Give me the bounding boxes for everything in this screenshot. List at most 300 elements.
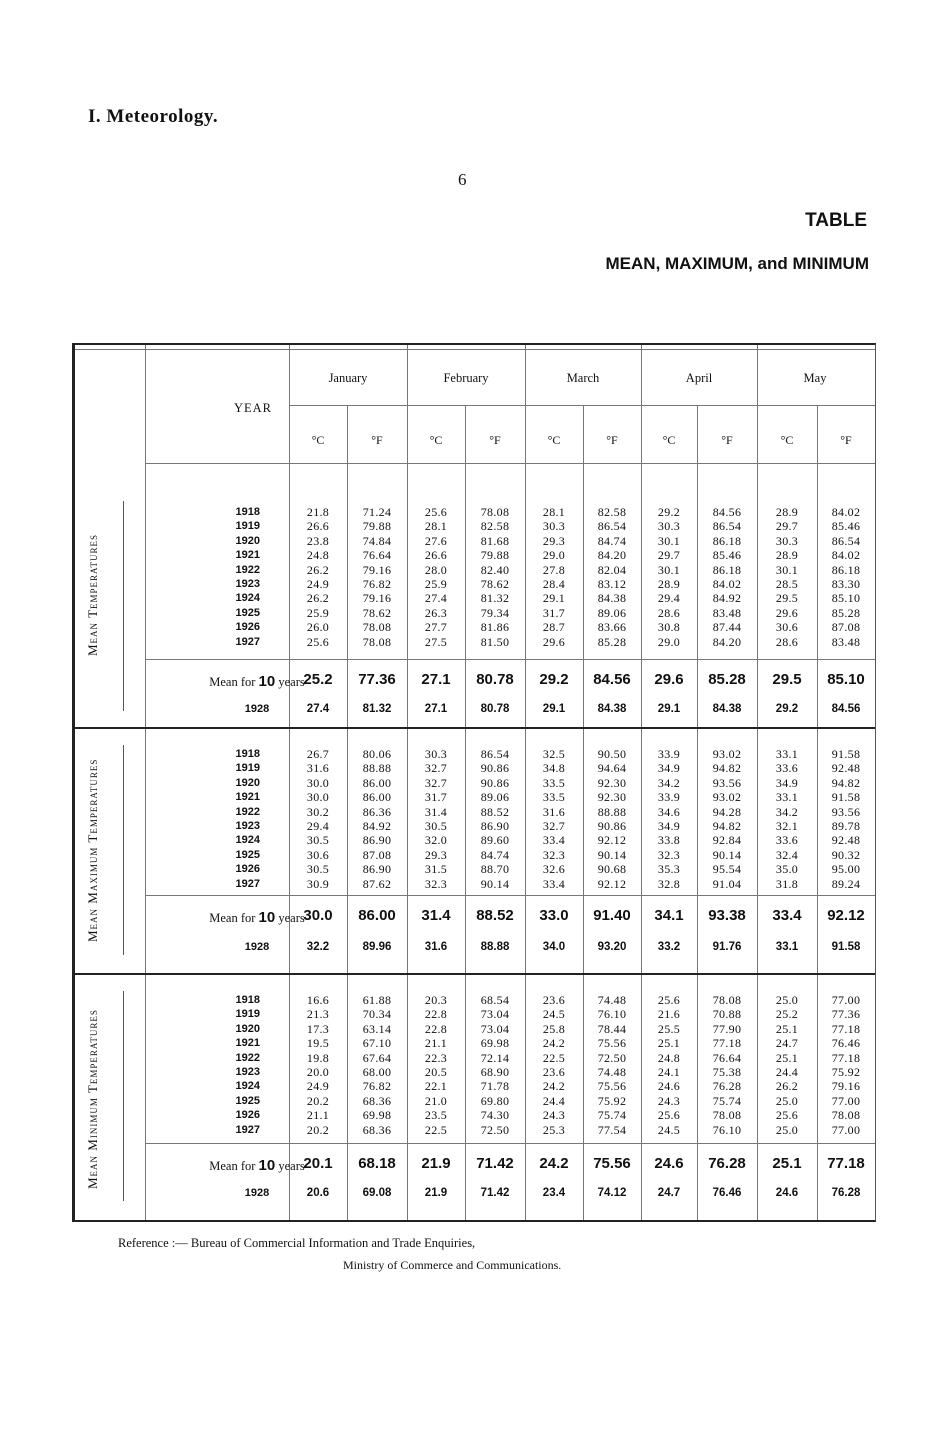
table-cell: 34.9 xyxy=(775,775,799,790)
mean-value: 29.2 xyxy=(539,671,569,688)
year-label: 1923 xyxy=(235,1066,260,1079)
table-cell: 85.46 xyxy=(831,519,861,534)
record-value: 27.4 xyxy=(306,703,330,715)
table-cell: 90.14 xyxy=(712,847,742,862)
table-cell: 30.9 xyxy=(306,876,330,891)
table-cell: 83.48 xyxy=(831,634,861,649)
table-cell: 77.00 xyxy=(831,993,861,1007)
table-cell: 32.5 xyxy=(542,747,566,761)
data-column xyxy=(407,993,465,1137)
data-column xyxy=(757,993,817,1137)
table-cell: 78.62 xyxy=(362,605,392,620)
table-cell: 87.08 xyxy=(831,620,861,635)
table-cell: 33.1 xyxy=(775,790,799,805)
table-cell: 28.1 xyxy=(424,519,448,534)
table-cell: 78.62 xyxy=(480,577,510,592)
unit-header: °F xyxy=(489,433,501,447)
mean-value: 21.9 xyxy=(421,1155,451,1172)
table-cell: 77.00 xyxy=(831,1122,861,1137)
table-cell: 86.90 xyxy=(362,862,392,877)
table-cell: 78.08 xyxy=(480,505,510,519)
mean-value: 24.2 xyxy=(539,1155,569,1172)
mean-value: 68.18 xyxy=(358,1155,396,1172)
table-cell: 30.3 xyxy=(542,519,566,534)
data-column xyxy=(407,747,465,891)
year-list xyxy=(165,993,260,1137)
table-cell: 24.2 xyxy=(542,1079,566,1094)
record-value: 24.7 xyxy=(657,1187,681,1199)
record-value: 24.6 xyxy=(775,1187,799,1199)
table-cell: 73.04 xyxy=(480,1007,510,1022)
table-cell: 90.86 xyxy=(597,819,627,834)
table-cell: 35.0 xyxy=(775,862,799,877)
table-cell: 95.54 xyxy=(712,862,742,877)
unit-header: °C xyxy=(547,433,561,447)
section-brace xyxy=(123,745,130,955)
table-cell: 27.8 xyxy=(542,562,566,577)
record-value: 29.2 xyxy=(775,703,799,715)
table-cell: 30.1 xyxy=(775,562,799,577)
table-cell: 93.02 xyxy=(712,790,742,805)
table-cell: 20.2 xyxy=(306,1093,330,1108)
table-cell: 22.5 xyxy=(542,1050,566,1065)
year-label: 1924 xyxy=(235,592,260,605)
table-cell: 30.5 xyxy=(424,819,448,834)
table-cell: 89.06 xyxy=(480,790,510,805)
table-cell: 90.14 xyxy=(480,876,510,891)
table-cell: 22.5 xyxy=(424,1122,448,1137)
table-cell: 23.6 xyxy=(542,1065,566,1080)
table-cell: 78.08 xyxy=(362,634,392,649)
unit-header: °F xyxy=(606,433,618,447)
section-heading: I. Meteorology. xyxy=(88,106,219,127)
record-value: 84.56 xyxy=(831,703,861,715)
table-cell: 29.6 xyxy=(542,634,566,649)
mean-value: 91.40 xyxy=(593,907,631,924)
table-cell: 22.8 xyxy=(424,1007,448,1022)
mean-value: 71.42 xyxy=(476,1155,514,1172)
table-cell: 25.0 xyxy=(775,993,799,1007)
mean-value: 93.38 xyxy=(708,907,746,924)
year-label: 1919 xyxy=(235,762,260,775)
table-cell: 87.62 xyxy=(362,876,392,891)
table-cell: 28.0 xyxy=(424,562,448,577)
table-cell: 79.88 xyxy=(480,548,510,563)
table-cell: 26.3 xyxy=(424,605,448,620)
table-cell: 71.24 xyxy=(362,505,392,519)
data-column xyxy=(347,505,407,649)
table-cell: 88.88 xyxy=(597,804,627,819)
table-cell: 25.9 xyxy=(306,605,330,620)
table-cell: 29.0 xyxy=(542,548,566,563)
year-label: 1923 xyxy=(235,820,260,833)
table-cell: 68.36 xyxy=(362,1122,392,1137)
table-cell: 92.30 xyxy=(597,775,627,790)
table-cell: 28.6 xyxy=(657,605,681,620)
table-cell: 89.06 xyxy=(597,605,627,620)
section-rule xyxy=(75,727,875,729)
mean-value: 86.00 xyxy=(358,907,396,924)
table-cell: 94.82 xyxy=(712,819,742,834)
table-cell: 82.40 xyxy=(480,562,510,577)
table-cell: 94.28 xyxy=(712,804,742,819)
table-cell: 77.36 xyxy=(831,1007,861,1022)
table-cell: 81.32 xyxy=(480,591,510,606)
year-label: 1923 xyxy=(235,578,260,591)
mean-years-suffix: years xyxy=(278,1159,305,1173)
reference-line: Reference :— Bureau of Commercial Information and Trade Enquiries, xyxy=(118,1236,476,1250)
table-cell: 35.3 xyxy=(657,862,681,877)
table-cell: 25.6 xyxy=(657,993,681,1007)
table-cell: 29.3 xyxy=(424,847,448,862)
table-cell: 94.82 xyxy=(712,761,742,776)
table-cell: 92.48 xyxy=(831,761,861,776)
mean-value: 27.1 xyxy=(421,671,451,688)
data-column xyxy=(525,505,583,649)
year-label: 1927 xyxy=(235,635,260,648)
table-cell: 20.2 xyxy=(306,1122,330,1137)
table-cell: 74.48 xyxy=(597,1065,627,1080)
table-cell: 81.68 xyxy=(480,533,510,548)
data-column xyxy=(697,505,757,649)
data-column xyxy=(817,505,875,649)
table-cell: 84.74 xyxy=(480,847,510,862)
table-cell: 82.04 xyxy=(597,562,627,577)
year-label: 1921 xyxy=(235,791,260,804)
table-cell: 29.0 xyxy=(657,634,681,649)
table-cell: 27.5 xyxy=(424,634,448,649)
mean-rule xyxy=(145,659,875,660)
table-cell: 30.0 xyxy=(306,775,330,790)
table-cell: 68.36 xyxy=(362,1093,392,1108)
table-cell: 34.8 xyxy=(542,761,566,776)
mean-years-number: 10 xyxy=(258,673,276,690)
table-cell: 76.10 xyxy=(712,1122,742,1137)
side-label-mean-minimum: Mean Minimum Temperatures xyxy=(85,1009,100,1189)
data-column xyxy=(347,993,407,1137)
table-cell: 86.18 xyxy=(831,562,861,577)
table-cell: 24.4 xyxy=(775,1065,799,1080)
table-cell: 33.6 xyxy=(775,833,799,848)
table-cell: 84.02 xyxy=(712,577,742,592)
table-cell: 76.46 xyxy=(831,1036,861,1051)
table-cell: 33.9 xyxy=(657,790,681,805)
table-cell: 75.38 xyxy=(712,1065,742,1080)
record-value: 74.12 xyxy=(597,1187,627,1199)
table-cell: 85.28 xyxy=(831,605,861,620)
record-value: 84.38 xyxy=(712,703,742,715)
table-cell: 24.5 xyxy=(657,1122,681,1137)
table-cell: 25.6 xyxy=(657,1108,681,1123)
record-year-label: 1928 xyxy=(244,703,270,715)
side-label-mean: Mean Temperatures xyxy=(85,533,100,657)
table-cell: 19.8 xyxy=(306,1050,330,1065)
record-value: 20.6 xyxy=(306,1187,330,1199)
table-cell: 91.04 xyxy=(712,876,742,891)
record-value: 84.38 xyxy=(597,703,627,715)
mean-years-number: 10 xyxy=(258,1157,276,1174)
table-cell: 79.34 xyxy=(480,605,510,620)
table-cell: 75.56 xyxy=(597,1079,627,1094)
table-cell: 24.2 xyxy=(542,1036,566,1051)
table-cell: 25.0 xyxy=(775,1122,799,1137)
table-cell: 29.2 xyxy=(657,505,681,519)
year-label: 1922 xyxy=(235,1051,260,1064)
mean-value: 20.1 xyxy=(303,1155,333,1172)
year-label: 1925 xyxy=(235,848,260,861)
table-cell: 81.86 xyxy=(480,620,510,635)
table-cell: 70.88 xyxy=(712,1007,742,1022)
table-cell: 76.82 xyxy=(362,577,392,592)
table-cell: 34.2 xyxy=(657,775,681,790)
table-cell: 34.9 xyxy=(657,819,681,834)
table-cell: 30.8 xyxy=(657,620,681,635)
table-cell: 69.98 xyxy=(480,1036,510,1051)
table-cell: 24.7 xyxy=(775,1036,799,1051)
table-cell: 26.2 xyxy=(306,591,330,606)
table-cell: 33.8 xyxy=(657,833,681,848)
table-cell: 85.28 xyxy=(597,634,627,649)
table-cell: 30.0 xyxy=(306,790,330,805)
mean-value: 33.0 xyxy=(539,907,569,924)
unit-header: °F xyxy=(721,433,733,447)
section-brace xyxy=(123,991,130,1201)
table-cell: 75.56 xyxy=(597,1036,627,1051)
table-cell: 31.7 xyxy=(424,790,448,805)
record-value: 33.1 xyxy=(775,941,799,953)
table-cell: 73.04 xyxy=(480,1021,510,1036)
table-cell: 76.64 xyxy=(712,1050,742,1065)
table-cell: 84.92 xyxy=(712,591,742,606)
table-cell: 92.12 xyxy=(597,876,627,891)
unit-header: °C xyxy=(780,433,794,447)
year-label: 1921 xyxy=(235,549,260,562)
table-cell: 26.0 xyxy=(306,620,330,635)
table-cell: 24.5 xyxy=(542,1007,566,1022)
table-cell: 84.92 xyxy=(362,819,392,834)
unit-header: °F xyxy=(371,433,383,447)
year-label: 1918 xyxy=(235,994,260,1006)
record-value: 80.78 xyxy=(480,703,510,715)
table-cell: 71.78 xyxy=(480,1079,510,1094)
table-cell: 34.2 xyxy=(775,804,799,819)
table-cell: 32.3 xyxy=(657,847,681,862)
table-cell: 28.1 xyxy=(542,505,566,519)
table-cell: 78.08 xyxy=(362,620,392,635)
year-label: 1922 xyxy=(235,805,260,818)
table-cell: 85.10 xyxy=(831,591,861,606)
mean-value: 85.28 xyxy=(708,671,746,688)
table-cell: 86.00 xyxy=(362,775,392,790)
table-cell: 33.4 xyxy=(542,876,566,891)
table-cell: 31.5 xyxy=(424,862,448,877)
table-cell: 89.24 xyxy=(831,876,861,891)
page-number: 6 xyxy=(458,170,467,189)
table-cell: 89.78 xyxy=(831,819,861,834)
table-cell: 32.6 xyxy=(542,862,566,877)
mean-value: 24.6 xyxy=(654,1155,684,1172)
table-cell: 83.30 xyxy=(831,577,861,592)
mean-label-text: Mean for xyxy=(209,675,256,689)
year-label: 1918 xyxy=(235,506,260,518)
mean-value: 25.1 xyxy=(772,1155,802,1172)
table-cell: 26.7 xyxy=(306,747,330,761)
table-cell: 88.70 xyxy=(480,862,510,877)
mean-value: 30.0 xyxy=(303,907,333,924)
mean-label-text: Mean for xyxy=(209,1159,256,1173)
table-cell: 24.6 xyxy=(657,1079,681,1094)
table-cell: 84.20 xyxy=(597,548,627,563)
table-cell: 92.48 xyxy=(831,833,861,848)
table-cell: 28.4 xyxy=(542,577,566,592)
year-list xyxy=(165,505,260,649)
table-cell: 21.3 xyxy=(306,1007,330,1022)
table-cell: 84.38 xyxy=(597,591,627,606)
record-value: 76.46 xyxy=(712,1187,742,1199)
table-cell: 25.1 xyxy=(775,1050,799,1065)
record-value: 34.0 xyxy=(542,941,566,953)
table-cell: 32.0 xyxy=(424,833,448,848)
record-value: 76.28 xyxy=(831,1187,861,1199)
record-value: 23.4 xyxy=(542,1187,566,1199)
table-cell: 90.50 xyxy=(597,747,627,761)
data-column xyxy=(583,993,641,1137)
table-cell: 90.14 xyxy=(597,847,627,862)
mean-value: 34.1 xyxy=(654,907,684,924)
year-label: 1924 xyxy=(235,834,260,847)
table-cell: 84.74 xyxy=(597,533,627,548)
table-cell: 33.6 xyxy=(775,761,799,776)
table-cell: 16.6 xyxy=(306,993,330,1007)
table-cell: 81.50 xyxy=(480,634,510,649)
table-cell: 23.5 xyxy=(424,1108,448,1123)
record-value: 91.58 xyxy=(831,941,861,953)
table-label: TABLE xyxy=(805,210,867,231)
table-cell: 30.3 xyxy=(657,519,681,534)
table-cell: 25.0 xyxy=(775,1093,799,1108)
table-cell: 30.5 xyxy=(306,862,330,877)
table-cell: 25.2 xyxy=(775,1007,799,1022)
month-header: March xyxy=(566,371,600,385)
table-cell: 72.50 xyxy=(480,1122,510,1137)
data-column xyxy=(407,505,465,649)
table-cell: 30.3 xyxy=(775,533,799,548)
section-brace xyxy=(123,501,130,711)
table-cell: 93.02 xyxy=(712,747,742,761)
table-cell: 80.06 xyxy=(362,747,392,761)
table-cell: 33.4 xyxy=(542,833,566,848)
table-cell: 77.54 xyxy=(597,1122,627,1137)
table-cell: 32.7 xyxy=(424,775,448,790)
table-cell: 72.50 xyxy=(597,1050,627,1065)
table-cell: 87.44 xyxy=(712,620,742,635)
table-cell: 31.4 xyxy=(424,804,448,819)
table-cell: 88.88 xyxy=(362,761,392,776)
year-list xyxy=(165,747,260,891)
table-cell: 23.6 xyxy=(542,993,566,1007)
table-cell: 95.00 xyxy=(831,862,861,877)
table-cell: 30.2 xyxy=(306,804,330,819)
table-cell: 25.3 xyxy=(542,1122,566,1137)
table-cell: 24.3 xyxy=(657,1093,681,1108)
unit-header: °C xyxy=(311,433,325,447)
table-cell: 78.08 xyxy=(712,993,742,1007)
table-cell: 19.5 xyxy=(306,1036,330,1051)
year-label: 1920 xyxy=(235,776,260,789)
table-cell: 74.30 xyxy=(480,1108,510,1123)
record-value: 29.1 xyxy=(542,703,566,715)
data-column xyxy=(465,747,525,891)
table-cell: 75.92 xyxy=(831,1065,861,1080)
table-cell: 88.52 xyxy=(480,804,510,819)
table-cell: 84.02 xyxy=(831,548,861,563)
record-value: 91.76 xyxy=(712,941,742,953)
table-cell: 84.56 xyxy=(712,505,742,519)
record-value: 69.08 xyxy=(362,1187,392,1199)
table-cell: 22.1 xyxy=(424,1079,448,1094)
table-cell: 68.54 xyxy=(480,993,510,1007)
side-column-rule xyxy=(145,345,146,1220)
record-value: 89.96 xyxy=(362,941,392,953)
table-cell: 25.6 xyxy=(306,634,330,649)
table-cell: 84.20 xyxy=(712,634,742,649)
year-label: 1920 xyxy=(235,1022,260,1035)
unit-header: °C xyxy=(662,433,676,447)
record-year-label: 1928 xyxy=(244,1187,270,1199)
table-cell: 90.86 xyxy=(480,761,510,776)
table-cell: 69.98 xyxy=(362,1108,392,1123)
record-value: 31.6 xyxy=(424,941,448,953)
data-column xyxy=(757,747,817,891)
table-cell: 78.08 xyxy=(712,1108,742,1123)
data-column xyxy=(641,993,697,1137)
mean-value: 29.5 xyxy=(772,671,802,688)
record-value: 29.1 xyxy=(657,703,681,715)
table-cell: 32.4 xyxy=(775,847,799,862)
reference-ministry: Ministry of Commerce and Communications. xyxy=(343,1258,562,1272)
mean-years-suffix: years xyxy=(278,675,305,689)
table-cell: 32.8 xyxy=(657,876,681,891)
table-cell: 86.54 xyxy=(712,519,742,534)
month-header: May xyxy=(803,371,827,385)
table-cell: 21.0 xyxy=(424,1093,448,1108)
table-cell: 33.1 xyxy=(775,747,799,761)
table-cell: 31.8 xyxy=(775,876,799,891)
table-cell: 86.18 xyxy=(712,533,742,548)
mean-years-number: 10 xyxy=(258,909,276,926)
mean-value: 92.12 xyxy=(827,907,865,924)
mean-value: 77.36 xyxy=(358,671,396,688)
table-cell: 21.1 xyxy=(306,1108,330,1123)
table-cell: 86.54 xyxy=(831,533,861,548)
table-cell: 92.84 xyxy=(712,833,742,848)
data-column xyxy=(465,505,525,649)
table-cell: 25.9 xyxy=(424,577,448,592)
table-cell: 75.92 xyxy=(597,1093,627,1108)
table-cell: 31.6 xyxy=(542,804,566,819)
table-cell: 23.8 xyxy=(306,533,330,548)
data-column xyxy=(289,993,347,1137)
table-cell: 27.7 xyxy=(424,620,448,635)
table-cell: 92.12 xyxy=(597,833,627,848)
table-cell: 27.4 xyxy=(424,591,448,606)
year-label: 1927 xyxy=(235,877,260,890)
table-cell: 28.9 xyxy=(657,577,681,592)
table-cell: 30.1 xyxy=(657,533,681,548)
table-cell: 26.6 xyxy=(424,548,448,563)
table-cell: 29.7 xyxy=(657,548,681,563)
table-cell: 68.90 xyxy=(480,1065,510,1080)
